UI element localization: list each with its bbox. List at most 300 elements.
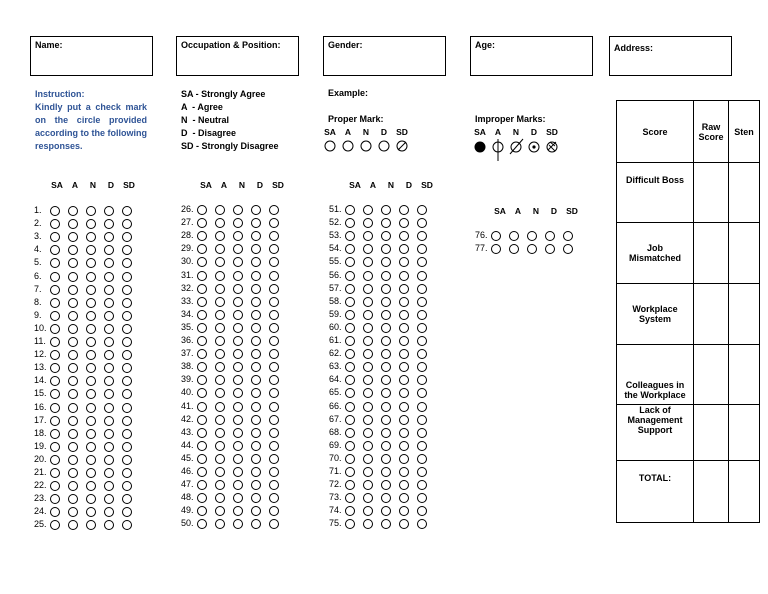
response-circle-sd[interactable] bbox=[122, 507, 132, 517]
response-circle-a[interactable] bbox=[363, 454, 373, 464]
response-circle-sa[interactable] bbox=[197, 218, 207, 228]
response-circle-d[interactable] bbox=[399, 349, 409, 359]
response-circle-a[interactable] bbox=[363, 244, 373, 254]
response-circle-sd[interactable] bbox=[269, 284, 279, 294]
response-circle-sd[interactable] bbox=[122, 206, 132, 216]
response-circle-sa[interactable] bbox=[50, 494, 60, 504]
response-circle-sd[interactable] bbox=[417, 415, 427, 425]
response-circle-n[interactable] bbox=[233, 257, 243, 267]
response-circle-sd[interactable] bbox=[417, 257, 427, 267]
response-circle-a[interactable] bbox=[68, 363, 78, 373]
response-circle-d[interactable] bbox=[251, 441, 261, 451]
response-circle-d[interactable] bbox=[399, 415, 409, 425]
response-circle-d[interactable] bbox=[104, 232, 114, 242]
response-circle-d[interactable] bbox=[399, 297, 409, 307]
response-circle-sa[interactable] bbox=[345, 297, 355, 307]
response-circle-a[interactable] bbox=[215, 519, 225, 529]
response-circle-sa[interactable] bbox=[345, 231, 355, 241]
response-circle-sd[interactable] bbox=[269, 428, 279, 438]
response-circle-sa[interactable] bbox=[197, 441, 207, 451]
response-circle-sa[interactable] bbox=[345, 467, 355, 477]
response-circle-n[interactable] bbox=[86, 376, 96, 386]
name-field[interactable] bbox=[30, 36, 153, 76]
response-circle-sd[interactable] bbox=[417, 271, 427, 281]
response-circle-a[interactable] bbox=[68, 285, 78, 295]
response-circle-a[interactable] bbox=[363, 231, 373, 241]
response-circle-sd[interactable] bbox=[269, 257, 279, 267]
response-circle-d[interactable] bbox=[399, 323, 409, 333]
response-circle-a[interactable] bbox=[68, 376, 78, 386]
response-circle-n[interactable] bbox=[381, 205, 391, 215]
response-circle-sd[interactable] bbox=[122, 245, 132, 255]
response-circle-n[interactable] bbox=[233, 519, 243, 529]
response-circle-sd[interactable] bbox=[269, 310, 279, 320]
response-circle-sd[interactable] bbox=[122, 219, 132, 229]
response-circle-d[interactable] bbox=[399, 257, 409, 267]
response-circle-a[interactable] bbox=[363, 388, 373, 398]
response-circle-sd[interactable] bbox=[269, 415, 279, 425]
response-circle-sa[interactable] bbox=[345, 244, 355, 254]
response-circle-n[interactable] bbox=[381, 218, 391, 228]
response-circle-sd[interactable] bbox=[269, 323, 279, 333]
response-circle-n[interactable] bbox=[381, 415, 391, 425]
response-circle-n[interactable] bbox=[381, 336, 391, 346]
response-circle-d[interactable] bbox=[251, 310, 261, 320]
response-circle-sa[interactable] bbox=[345, 480, 355, 490]
response-circle-d[interactable] bbox=[251, 467, 261, 477]
response-circle-d[interactable] bbox=[399, 428, 409, 438]
response-circle-d[interactable] bbox=[104, 429, 114, 439]
response-circle-sa[interactable] bbox=[197, 323, 207, 333]
response-circle-a[interactable] bbox=[68, 403, 78, 413]
response-circle-sa[interactable] bbox=[345, 519, 355, 529]
response-circle-d[interactable] bbox=[251, 454, 261, 464]
response-circle-sd[interactable] bbox=[122, 455, 132, 465]
total-raw-score-cell[interactable] bbox=[694, 461, 729, 523]
response-circle-sa[interactable] bbox=[345, 349, 355, 359]
response-circle-sa[interactable] bbox=[345, 415, 355, 425]
response-circle-sa[interactable] bbox=[345, 271, 355, 281]
response-circle-sd[interactable] bbox=[269, 362, 279, 372]
response-circle-sd[interactable] bbox=[417, 362, 427, 372]
response-circle-n[interactable] bbox=[86, 481, 96, 491]
response-circle-sd[interactable] bbox=[269, 441, 279, 451]
response-circle-n[interactable] bbox=[233, 454, 243, 464]
response-circle-n[interactable] bbox=[381, 441, 391, 451]
response-circle-a[interactable] bbox=[68, 258, 78, 268]
response-circle-sd[interactable] bbox=[417, 519, 427, 529]
response-circle-a[interactable] bbox=[215, 323, 225, 333]
response-circle-sa[interactable] bbox=[197, 284, 207, 294]
response-circle-a[interactable] bbox=[363, 415, 373, 425]
response-circle-sd[interactable] bbox=[269, 388, 279, 398]
response-circle-a[interactable] bbox=[215, 218, 225, 228]
response-circle-d[interactable] bbox=[251, 284, 261, 294]
response-circle-sd[interactable] bbox=[122, 363, 132, 373]
response-circle-n[interactable] bbox=[381, 467, 391, 477]
response-circle-sa[interactable] bbox=[345, 388, 355, 398]
response-circle-a[interactable] bbox=[215, 428, 225, 438]
response-circle-n[interactable] bbox=[86, 206, 96, 216]
response-circle-n[interactable] bbox=[381, 506, 391, 516]
response-circle-sd[interactable] bbox=[417, 284, 427, 294]
response-circle-a[interactable] bbox=[215, 493, 225, 503]
total-sten-cell[interactable] bbox=[729, 461, 760, 523]
response-circle-a[interactable] bbox=[215, 454, 225, 464]
response-circle-n[interactable] bbox=[86, 389, 96, 399]
response-circle-sa[interactable] bbox=[50, 350, 60, 360]
response-circle-d[interactable] bbox=[251, 428, 261, 438]
response-circle-a[interactable] bbox=[363, 467, 373, 477]
response-circle-n[interactable] bbox=[233, 493, 243, 503]
response-circle-a[interactable] bbox=[68, 455, 78, 465]
response-circle-n[interactable] bbox=[233, 310, 243, 320]
response-circle-a[interactable] bbox=[215, 257, 225, 267]
response-circle-d[interactable] bbox=[104, 389, 114, 399]
response-circle-n[interactable] bbox=[381, 244, 391, 254]
response-circle-sa[interactable] bbox=[491, 244, 501, 254]
response-circle-sa[interactable] bbox=[50, 206, 60, 216]
response-circle-sd[interactable] bbox=[122, 298, 132, 308]
response-circle-sa[interactable] bbox=[50, 311, 60, 321]
response-circle-sa[interactable] bbox=[197, 480, 207, 490]
response-circle-a[interactable] bbox=[363, 205, 373, 215]
response-circle-a[interactable] bbox=[68, 337, 78, 347]
sten-cell[interactable] bbox=[729, 223, 760, 284]
response-circle-a[interactable] bbox=[68, 311, 78, 321]
response-circle-sa[interactable] bbox=[50, 258, 60, 268]
response-circle-sa[interactable] bbox=[50, 389, 60, 399]
response-circle-sa[interactable] bbox=[50, 507, 60, 517]
response-circle-sa[interactable] bbox=[345, 441, 355, 451]
response-circle-a[interactable] bbox=[363, 284, 373, 294]
response-circle-d[interactable] bbox=[251, 336, 261, 346]
response-circle-a[interactable] bbox=[215, 402, 225, 412]
response-circle-a[interactable] bbox=[363, 519, 373, 529]
response-circle-a[interactable] bbox=[68, 442, 78, 452]
response-circle-a[interactable] bbox=[363, 218, 373, 228]
response-circle-sd[interactable] bbox=[417, 493, 427, 503]
response-circle-d[interactable] bbox=[399, 467, 409, 477]
response-circle-sa[interactable] bbox=[50, 481, 60, 491]
response-circle-d[interactable] bbox=[104, 455, 114, 465]
response-circle-sa[interactable] bbox=[345, 362, 355, 372]
response-circle-n[interactable] bbox=[233, 388, 243, 398]
response-circle-a[interactable] bbox=[68, 494, 78, 504]
response-circle-sa[interactable] bbox=[50, 245, 60, 255]
raw-score-cell[interactable] bbox=[694, 405, 729, 461]
response-circle-n[interactable] bbox=[86, 285, 96, 295]
response-circle-n[interactable] bbox=[86, 350, 96, 360]
response-circle-sd[interactable] bbox=[269, 493, 279, 503]
response-circle-a[interactable] bbox=[215, 310, 225, 320]
response-circle-sa[interactable] bbox=[345, 205, 355, 215]
response-circle-n[interactable] bbox=[381, 402, 391, 412]
response-circle-d[interactable] bbox=[251, 506, 261, 516]
response-circle-n[interactable] bbox=[381, 480, 391, 490]
response-circle-n[interactable] bbox=[381, 454, 391, 464]
response-circle-sd[interactable] bbox=[417, 336, 427, 346]
response-circle-a[interactable] bbox=[215, 415, 225, 425]
response-circle-sd[interactable] bbox=[269, 336, 279, 346]
response-circle-sa[interactable] bbox=[345, 506, 355, 516]
response-circle-n[interactable] bbox=[381, 349, 391, 359]
response-circle-d[interactable] bbox=[399, 271, 409, 281]
response-circle-sd[interactable] bbox=[269, 519, 279, 529]
response-circle-n[interactable] bbox=[233, 336, 243, 346]
response-circle-d[interactable] bbox=[399, 493, 409, 503]
response-circle-sd[interactable] bbox=[122, 285, 132, 295]
response-circle-n[interactable] bbox=[86, 416, 96, 426]
response-circle-a[interactable] bbox=[68, 298, 78, 308]
response-circle-sd[interactable] bbox=[269, 244, 279, 254]
response-circle-sa[interactable] bbox=[50, 219, 60, 229]
response-circle-sa[interactable] bbox=[50, 403, 60, 413]
response-circle-d[interactable] bbox=[104, 298, 114, 308]
response-circle-sd[interactable] bbox=[269, 467, 279, 477]
response-circle-a[interactable] bbox=[68, 350, 78, 360]
response-circle-a[interactable] bbox=[215, 271, 225, 281]
response-circle-sa[interactable] bbox=[197, 506, 207, 516]
response-circle-sa[interactable] bbox=[50, 455, 60, 465]
response-circle-a[interactable] bbox=[363, 480, 373, 490]
response-circle-a[interactable] bbox=[363, 323, 373, 333]
response-circle-sa[interactable] bbox=[50, 285, 60, 295]
response-circle-a[interactable] bbox=[68, 416, 78, 426]
response-circle-sd[interactable] bbox=[122, 337, 132, 347]
response-circle-d[interactable] bbox=[399, 388, 409, 398]
response-circle-d[interactable] bbox=[399, 519, 409, 529]
response-circle-a[interactable] bbox=[363, 441, 373, 451]
response-circle-n[interactable] bbox=[527, 231, 537, 241]
response-circle-d[interactable] bbox=[104, 481, 114, 491]
response-circle-a[interactable] bbox=[215, 480, 225, 490]
response-circle-sd[interactable] bbox=[417, 323, 427, 333]
response-circle-d[interactable] bbox=[399, 205, 409, 215]
response-circle-n[interactable] bbox=[86, 442, 96, 452]
response-circle-sa[interactable] bbox=[345, 454, 355, 464]
response-circle-sa[interactable] bbox=[50, 416, 60, 426]
response-circle-sd[interactable] bbox=[417, 297, 427, 307]
response-circle-sa[interactable] bbox=[50, 363, 60, 373]
response-circle-sd[interactable] bbox=[417, 244, 427, 254]
response-circle-sa[interactable] bbox=[197, 205, 207, 215]
response-circle-sd[interactable] bbox=[269, 454, 279, 464]
response-circle-sa[interactable] bbox=[197, 310, 207, 320]
response-circle-sa[interactable] bbox=[50, 429, 60, 439]
raw-score-cell[interactable] bbox=[694, 284, 729, 345]
response-circle-a[interactable] bbox=[215, 362, 225, 372]
response-circle-a[interactable] bbox=[363, 336, 373, 346]
response-circle-sd[interactable] bbox=[417, 388, 427, 398]
sten-cell[interactable] bbox=[729, 163, 760, 223]
response-circle-n[interactable] bbox=[233, 231, 243, 241]
response-circle-d[interactable] bbox=[251, 493, 261, 503]
response-circle-n[interactable] bbox=[86, 455, 96, 465]
response-circle-d[interactable] bbox=[104, 311, 114, 321]
response-circle-d[interactable] bbox=[104, 416, 114, 426]
response-circle-sa[interactable] bbox=[50, 442, 60, 452]
response-circle-a[interactable] bbox=[215, 205, 225, 215]
response-circle-d[interactable] bbox=[104, 403, 114, 413]
response-circle-n[interactable] bbox=[233, 362, 243, 372]
response-circle-sd[interactable] bbox=[417, 467, 427, 477]
response-circle-sd[interactable] bbox=[122, 350, 132, 360]
response-circle-n[interactable] bbox=[381, 257, 391, 267]
response-circle-sa[interactable] bbox=[345, 428, 355, 438]
response-circle-sd[interactable] bbox=[122, 403, 132, 413]
response-circle-a[interactable] bbox=[68, 468, 78, 478]
response-circle-sa[interactable] bbox=[50, 232, 60, 242]
response-circle-d[interactable] bbox=[104, 520, 114, 530]
response-circle-a[interactable] bbox=[215, 441, 225, 451]
response-circle-a[interactable] bbox=[509, 244, 519, 254]
response-circle-a[interactable] bbox=[68, 520, 78, 530]
response-circle-sd[interactable] bbox=[417, 506, 427, 516]
response-circle-sa[interactable] bbox=[197, 454, 207, 464]
response-circle-d[interactable] bbox=[251, 415, 261, 425]
response-circle-d[interactable] bbox=[251, 218, 261, 228]
response-circle-sa[interactable] bbox=[197, 519, 207, 529]
response-circle-sa[interactable] bbox=[345, 310, 355, 320]
response-circle-sa[interactable] bbox=[197, 375, 207, 385]
response-circle-n[interactable] bbox=[86, 258, 96, 268]
response-circle-sd[interactable] bbox=[269, 480, 279, 490]
response-circle-a[interactable] bbox=[363, 402, 373, 412]
response-circle-sa[interactable] bbox=[197, 428, 207, 438]
age-field[interactable] bbox=[470, 36, 593, 76]
response-circle-n[interactable] bbox=[233, 375, 243, 385]
response-circle-a[interactable] bbox=[363, 349, 373, 359]
response-circle-d[interactable] bbox=[399, 231, 409, 241]
response-circle-sa[interactable] bbox=[345, 323, 355, 333]
response-circle-a[interactable] bbox=[68, 219, 78, 229]
response-circle-sa[interactable] bbox=[50, 324, 60, 334]
response-circle-a[interactable] bbox=[363, 428, 373, 438]
response-circle-n[interactable] bbox=[233, 218, 243, 228]
response-circle-a[interactable] bbox=[215, 349, 225, 359]
response-circle-sa[interactable] bbox=[197, 362, 207, 372]
response-circle-sd[interactable] bbox=[122, 258, 132, 268]
response-circle-a[interactable] bbox=[68, 429, 78, 439]
response-circle-d[interactable] bbox=[251, 349, 261, 359]
response-circle-sa[interactable] bbox=[50, 468, 60, 478]
response-circle-n[interactable] bbox=[86, 337, 96, 347]
response-circle-n[interactable] bbox=[381, 519, 391, 529]
response-circle-n[interactable] bbox=[381, 271, 391, 281]
response-circle-n[interactable] bbox=[86, 219, 96, 229]
response-circle-sd[interactable] bbox=[269, 506, 279, 516]
response-circle-sd[interactable] bbox=[417, 375, 427, 385]
raw-score-cell[interactable] bbox=[694, 345, 729, 405]
response-circle-n[interactable] bbox=[233, 297, 243, 307]
response-circle-sa[interactable] bbox=[345, 375, 355, 385]
response-circle-n[interactable] bbox=[86, 324, 96, 334]
response-circle-n[interactable] bbox=[381, 362, 391, 372]
response-circle-sd[interactable] bbox=[417, 231, 427, 241]
response-circle-sa[interactable] bbox=[491, 231, 501, 241]
response-circle-d[interactable] bbox=[104, 245, 114, 255]
response-circle-n[interactable] bbox=[86, 520, 96, 530]
response-circle-d[interactable] bbox=[399, 375, 409, 385]
response-circle-d[interactable] bbox=[104, 507, 114, 517]
response-circle-d[interactable] bbox=[104, 363, 114, 373]
response-circle-a[interactable] bbox=[363, 506, 373, 516]
response-circle-sa[interactable] bbox=[345, 336, 355, 346]
response-circle-n[interactable] bbox=[233, 428, 243, 438]
response-circle-sa[interactable] bbox=[197, 297, 207, 307]
response-circle-n[interactable] bbox=[86, 311, 96, 321]
response-circle-a[interactable] bbox=[363, 493, 373, 503]
response-circle-n[interactable] bbox=[86, 363, 96, 373]
response-circle-sd[interactable] bbox=[269, 402, 279, 412]
response-circle-sa[interactable] bbox=[50, 520, 60, 530]
response-circle-a[interactable] bbox=[68, 481, 78, 491]
response-circle-a[interactable] bbox=[363, 375, 373, 385]
response-circle-d[interactable] bbox=[399, 218, 409, 228]
response-circle-n[interactable] bbox=[86, 232, 96, 242]
response-circle-sa[interactable] bbox=[197, 244, 207, 254]
address-field[interactable] bbox=[609, 36, 732, 76]
response-circle-a[interactable] bbox=[68, 272, 78, 282]
response-circle-d[interactable] bbox=[104, 272, 114, 282]
response-circle-sd[interactable] bbox=[417, 310, 427, 320]
response-circle-n[interactable] bbox=[233, 349, 243, 359]
response-circle-sd[interactable] bbox=[122, 416, 132, 426]
response-circle-sa[interactable] bbox=[197, 415, 207, 425]
response-circle-sa[interactable] bbox=[50, 376, 60, 386]
response-circle-sa[interactable] bbox=[50, 298, 60, 308]
response-circle-n[interactable] bbox=[381, 323, 391, 333]
response-circle-n[interactable] bbox=[86, 298, 96, 308]
response-circle-sa[interactable] bbox=[50, 272, 60, 282]
response-circle-d[interactable] bbox=[251, 231, 261, 241]
response-circle-sa[interactable] bbox=[345, 218, 355, 228]
response-circle-d[interactable] bbox=[251, 323, 261, 333]
response-circle-d[interactable] bbox=[251, 244, 261, 254]
raw-score-cell[interactable] bbox=[694, 163, 729, 223]
response-circle-d[interactable] bbox=[251, 388, 261, 398]
response-circle-sa[interactable] bbox=[197, 402, 207, 412]
response-circle-a[interactable] bbox=[363, 271, 373, 281]
response-circle-d[interactable] bbox=[545, 244, 555, 254]
sten-cell[interactable] bbox=[729, 405, 760, 461]
response-circle-a[interactable] bbox=[215, 388, 225, 398]
response-circle-a[interactable] bbox=[68, 245, 78, 255]
response-circle-n[interactable] bbox=[233, 506, 243, 516]
response-circle-d[interactable] bbox=[399, 441, 409, 451]
response-circle-a[interactable] bbox=[68, 389, 78, 399]
response-circle-sa[interactable] bbox=[345, 493, 355, 503]
response-circle-n[interactable] bbox=[381, 297, 391, 307]
response-circle-sa[interactable] bbox=[345, 257, 355, 267]
response-circle-a[interactable] bbox=[363, 310, 373, 320]
response-circle-a[interactable] bbox=[215, 467, 225, 477]
response-circle-sa[interactable] bbox=[197, 493, 207, 503]
response-circle-d[interactable] bbox=[399, 362, 409, 372]
response-circle-d[interactable] bbox=[251, 271, 261, 281]
response-circle-sd[interactable] bbox=[122, 429, 132, 439]
response-circle-d[interactable] bbox=[251, 519, 261, 529]
response-circle-sd[interactable] bbox=[417, 480, 427, 490]
raw-score-cell[interactable] bbox=[694, 223, 729, 284]
response-circle-a[interactable] bbox=[363, 362, 373, 372]
response-circle-n[interactable] bbox=[381, 310, 391, 320]
sten-cell[interactable] bbox=[729, 345, 760, 405]
response-circle-d[interactable] bbox=[399, 244, 409, 254]
response-circle-sd[interactable] bbox=[269, 218, 279, 228]
response-circle-sd[interactable] bbox=[122, 272, 132, 282]
